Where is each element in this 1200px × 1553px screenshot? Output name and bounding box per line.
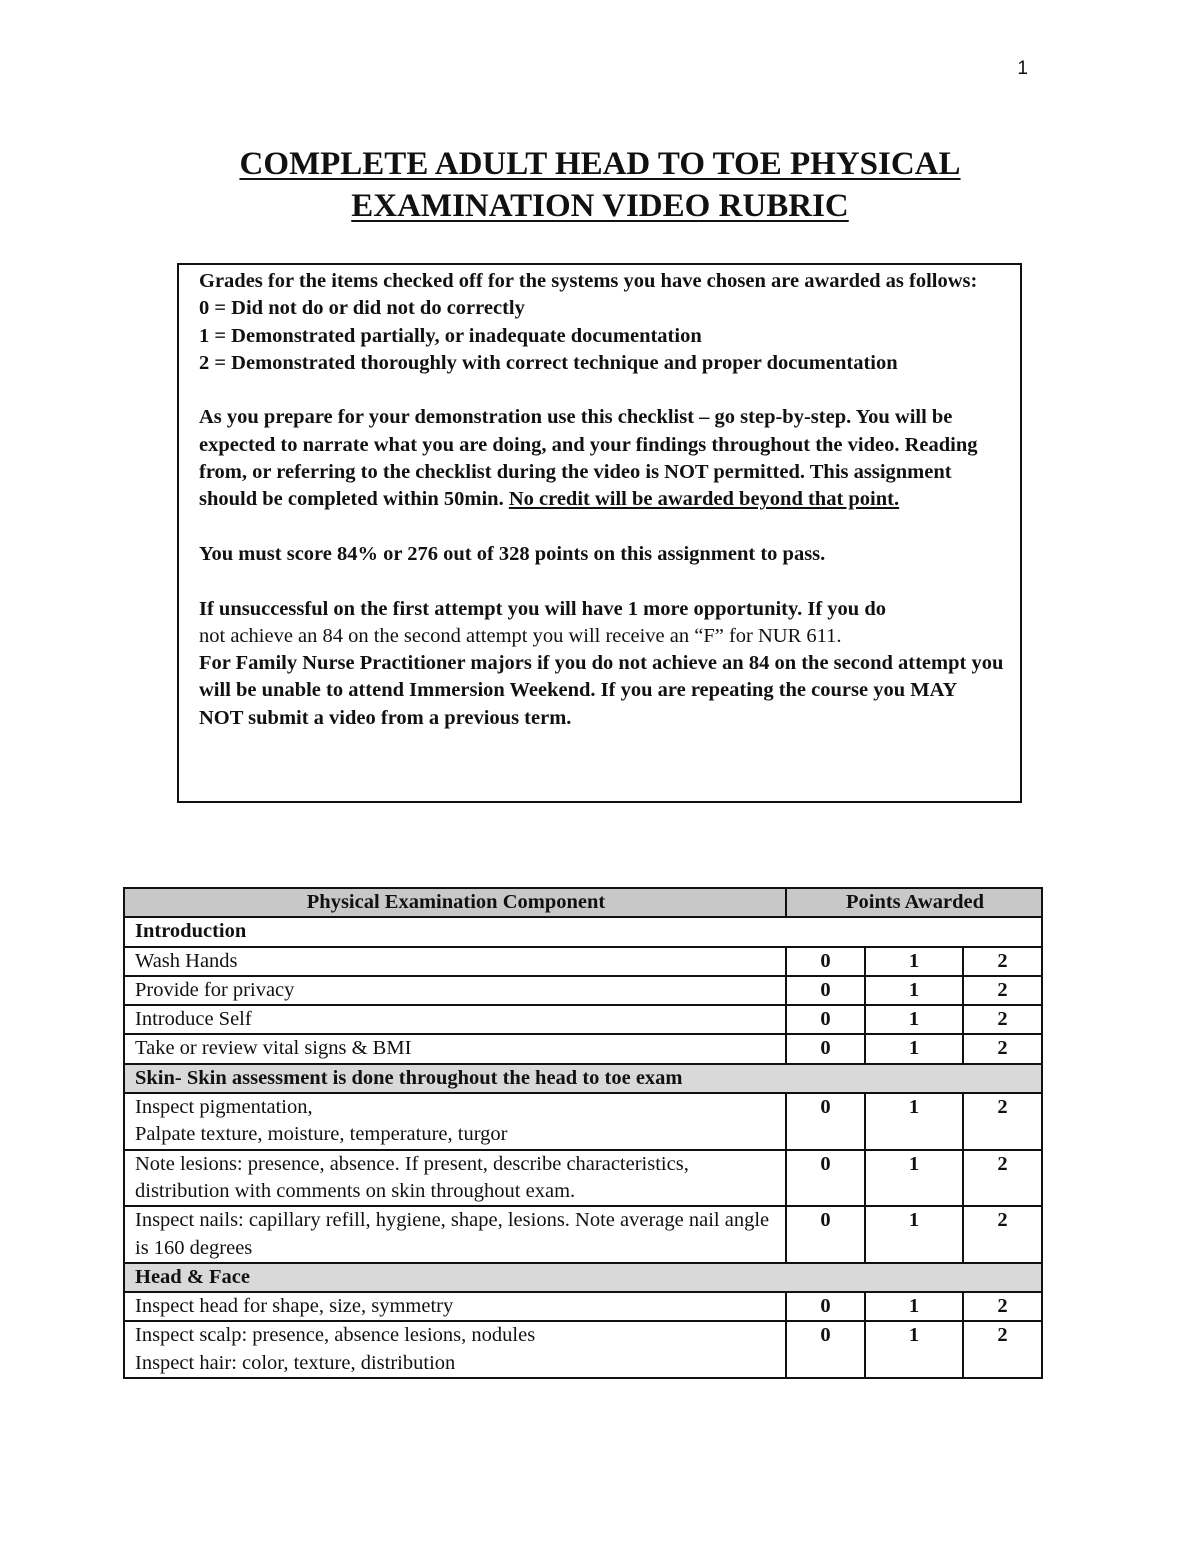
table-row — [124, 1292, 1042, 1321]
table-row — [124, 947, 1042, 976]
score-cell-2: 2 — [963, 976, 1042, 1005]
score-cell-2: 2 — [963, 1150, 1042, 1207]
component-cell: Take or review vital signs & BMI — [124, 1034, 786, 1063]
score-cell-1: 1 — [865, 1034, 963, 1063]
section-title: Introduction — [124, 917, 1042, 946]
component-cell: Inspect scalp: presence, absence lesions, nodules Inspect hair: color, texture, distribution — [124, 1321, 786, 1378]
rubric-body — [124, 917, 1042, 1378]
table-row — [124, 1034, 1042, 1063]
rubric-table — [123, 887, 1043, 1379]
score-cell-0: 0 — [786, 947, 865, 976]
grade-2-definition: 2 = Demonstrated thoroughly with correct technique and proper documentation — [199, 351, 898, 374]
score-cell-2: 2 — [963, 1093, 1042, 1150]
score-cell-0: 0 — [786, 1150, 865, 1207]
table-row — [124, 976, 1042, 1005]
table-header-row — [124, 888, 1042, 917]
score-cell-0: 0 — [786, 976, 865, 1005]
score-cell-2: 2 — [963, 1321, 1042, 1378]
component-cell: Note lesions: presence, absence. If present, describe characteristics, distribution with comments on skin throughout exam. — [124, 1150, 786, 1207]
component-cell: Provide for privacy — [124, 976, 786, 1005]
score-cell-1: 1 — [865, 947, 963, 976]
score-cell-0: 0 — [786, 1005, 865, 1034]
section-title: Skin- Skin assessment is done throughout the head to toe exam — [124, 1064, 1042, 1093]
component-cell: Inspect nails: capillary refill, hygiene, shape, lesions. Note average nail angle is 160 degrees — [124, 1206, 786, 1263]
grading-intro: Grades for the items checked off for the systems you have chosen are awarded as follows: — [199, 270, 978, 292]
component-cell: Inspect head for shape, size, symmetry — [124, 1292, 786, 1321]
passing-score-note: You must score 84% or 276 out of 328 points on this assignment to pass. — [199, 542, 826, 565]
title-line-1: COMPLETE ADULT HEAD TO TOE PHYSICAL — [239, 146, 961, 182]
retry-first-line: If unsuccessful on the first attempt you will have 1 more opportunity. If you do — [199, 597, 886, 620]
table-row — [124, 1150, 1042, 1207]
instructions-box — [177, 263, 1022, 803]
table-row — [124, 1005, 1042, 1034]
section-header-row — [124, 1064, 1042, 1093]
no-credit-warning: No credit will be awarded beyond that point. — [508, 488, 900, 511]
score-cell-0: 0 — [786, 1292, 865, 1321]
score-cell-0: 0 — [786, 1206, 865, 1263]
grade-0-definition: 0 = Did not do or did not do correctly — [199, 297, 525, 320]
score-cell-1: 1 — [865, 976, 963, 1005]
title-line-2: EXAMINATION VIDEO RUBRIC — [351, 188, 849, 224]
component-cell: Wash Hands — [124, 947, 786, 976]
section-header-row — [124, 917, 1042, 946]
score-cell-0: 0 — [786, 1321, 865, 1378]
score-cell-1: 1 — [865, 1321, 963, 1378]
retry-paragraph — [199, 596, 1004, 732]
score-cell-1: 1 — [865, 1150, 963, 1207]
component-cell: Inspect pigmentation, Palpate texture, moisture, temperature, turgor — [124, 1093, 786, 1150]
page-title — [100, 143, 1100, 227]
score-cell-2: 2 — [963, 1292, 1042, 1321]
score-cell-0: 0 — [786, 1034, 865, 1063]
score-cell-2: 2 — [963, 947, 1042, 976]
score-cell-2: 2 — [963, 1206, 1042, 1263]
component-cell: Introduce Self — [124, 1005, 786, 1034]
score-cell-0: 0 — [786, 1093, 865, 1150]
table-row — [124, 1206, 1042, 1263]
score-cell-1: 1 — [865, 1206, 963, 1263]
score-cell-2: 2 — [963, 1034, 1042, 1063]
retry-fnp-note: For Family Nurse Practitioner majors if you do not achieve an 84 on the second attempt you will be unable to attend Immersion Weekend. If you are repeating the course you MAY NOT submit a video from a previous term. — [199, 652, 1004, 729]
preparation-paragraph — [199, 404, 1004, 513]
header-points-awarded: Points Awarded — [786, 888, 1042, 917]
header-component: Physical Examination Component — [124, 888, 786, 917]
table-row — [124, 1093, 1042, 1150]
score-cell-1: 1 — [865, 1093, 963, 1150]
score-cell-2: 2 — [963, 1005, 1042, 1034]
grade-1-definition: 1 = Demonstrated partially, or inadequate documentation — [199, 324, 702, 347]
score-cell-1: 1 — [865, 1005, 963, 1034]
table-row — [124, 1321, 1042, 1378]
section-title: Head & Face — [124, 1263, 1042, 1292]
preparation-text: As you prepare for your demonstration use this checklist – go step-by-step. You will be expected to narrate what you are doing, and your findings throughout the video. Reading from, or referring to the checklist during the video is NOT permitted. This assignment should be completed within 50min. — [199, 406, 978, 511]
section-header-row — [124, 1263, 1042, 1292]
page-number: 1 — [1017, 58, 1028, 79]
score-cell-1: 1 — [865, 1292, 963, 1321]
retry-fail-grade-line: not achieve an 84 on the second attempt you will receive an “F” for NUR 611. — [199, 624, 842, 647]
